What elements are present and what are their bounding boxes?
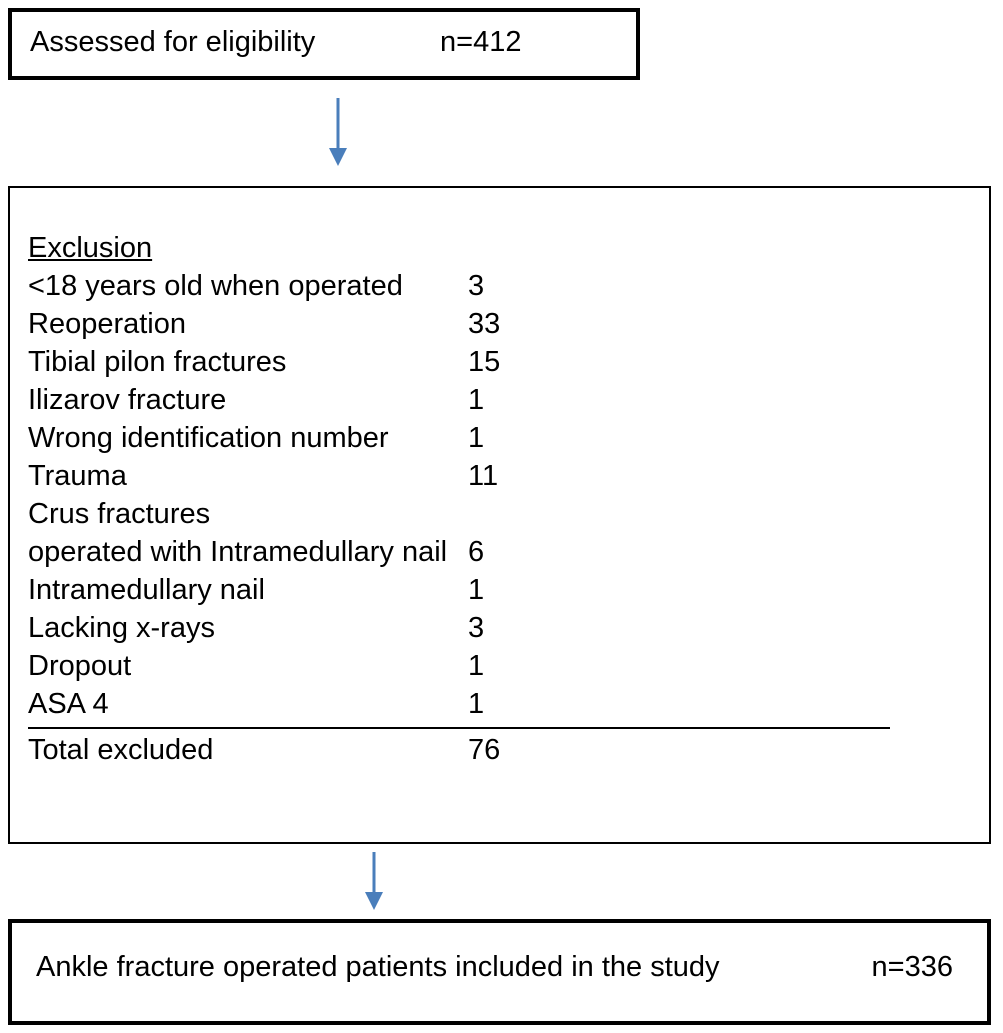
exclusion-value: 3 <box>468 612 485 644</box>
included-label: Ankle fracture operated patients included in the study <box>36 951 720 983</box>
total-divider <box>28 727 890 729</box>
exclusion-value: 11 <box>468 460 499 492</box>
assessed-label: Assessed for eligibility <box>30 26 316 58</box>
down-arrow-icon-top <box>316 96 360 168</box>
exclusion-value: 1 <box>468 688 485 720</box>
exclusion-label: Trauma <box>28 460 127 492</box>
exclusion-label: operated with Intramedullary nail <box>28 536 448 568</box>
included-patients-box <box>8 919 991 1025</box>
exclusion-content <box>28 232 928 769</box>
exclusion-label: Ilizarov fracture <box>28 384 227 416</box>
list-item <box>28 381 928 419</box>
list-item <box>28 457 928 495</box>
exclusion-value: 1 <box>468 574 485 606</box>
exclusion-title: Exclusion <box>28 232 153 264</box>
assessed-row <box>30 26 624 59</box>
exclusion-label: Intramedullary nail <box>28 574 265 606</box>
exclusion-label: Tibial pilon fractures <box>28 346 287 378</box>
total-excluded-row <box>28 731 928 769</box>
list-item <box>28 419 928 457</box>
list-item <box>28 495 928 533</box>
exclusion-value: 15 <box>468 346 501 378</box>
list-item <box>28 609 928 647</box>
list-item <box>28 267 928 305</box>
list-item <box>28 343 928 381</box>
exclusion-list <box>28 267 928 723</box>
exclusion-label: Dropout <box>28 650 132 682</box>
exclusion-label: ASA 4 <box>28 688 109 720</box>
exclusion-value: 33 <box>468 308 501 340</box>
exclusion-value: 3 <box>468 270 485 302</box>
list-item <box>28 647 928 685</box>
exclusion-value: 6 <box>468 536 485 568</box>
list-item <box>28 571 928 609</box>
exclusion-label: Lacking x-rays <box>28 612 215 644</box>
total-excluded-label: Total excluded <box>28 734 214 766</box>
exclusion-value: 1 <box>468 422 485 454</box>
exclusion-box <box>8 186 991 844</box>
exclusion-label: Reoperation <box>28 308 186 340</box>
included-row <box>36 951 967 984</box>
included-count: n=336 <box>871 951 953 983</box>
assessed-for-eligibility-box <box>8 8 640 80</box>
assessed-count: n=412 <box>440 26 522 58</box>
exclusion-value: 1 <box>468 384 485 416</box>
down-arrow-icon-bottom <box>352 850 396 912</box>
list-item <box>28 533 928 571</box>
exclusion-label: <18 years old when operated <box>28 270 403 302</box>
exclusion-label: Wrong identification number <box>28 422 389 454</box>
total-excluded-value: 76 <box>468 734 501 766</box>
list-item <box>28 685 928 723</box>
list-item <box>28 305 928 343</box>
exclusion-label: Crus fractures <box>28 498 211 530</box>
exclusion-value: 1 <box>468 650 485 682</box>
